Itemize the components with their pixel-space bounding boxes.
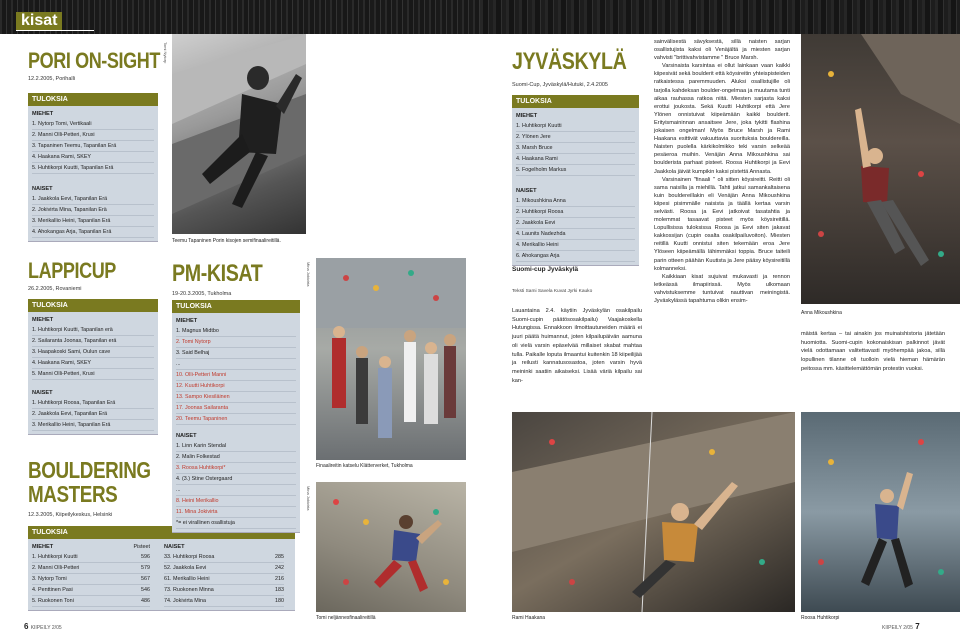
caption-teemu: Teemu Tapaninen Porin kisojen semifinaalireitillä. <box>172 238 281 244</box>
spacer <box>32 174 154 184</box>
caption-roosa: Roosa Huhtikorpi <box>801 615 840 621</box>
result-row: 1. Magnus Midtbo <box>176 326 296 337</box>
jyv-men-list <box>516 121 635 176</box>
lappi-meta: 26.2.2005, Rovaniemi <box>28 286 82 292</box>
result-row: 1. Jaakkola Eevi, Tapanilan Erä <box>32 194 154 205</box>
header-band-left <box>0 0 480 34</box>
result-row: 3. Merikallio Heini, Tapanilan Erä <box>32 420 154 431</box>
result-points: 180 <box>275 598 284 604</box>
photo-rami <box>512 412 795 612</box>
pm-women-label: NAISET <box>176 433 197 439</box>
result-points: 486 <box>141 598 150 604</box>
photo-finaali-crowd <box>316 258 466 460</box>
climber-silhouette-1 <box>172 34 306 234</box>
result-row: 5. Huhtikorpi Kuutti, Tapanilan Erä <box>32 163 154 174</box>
bould-results-box <box>28 539 295 611</box>
climber-silhouette-3 <box>801 34 960 304</box>
result-row: 13. Sampo Kiesiläinen <box>176 392 296 403</box>
result-row: 3. Said Belhaj <box>176 348 296 359</box>
result-row: 3. Tapaninen Teemu, Tapanilan Erä <box>32 141 154 152</box>
spacer <box>516 176 635 186</box>
pori-men-label: MIEHET <box>32 111 54 117</box>
footer-right <box>882 622 920 631</box>
pori-women-list <box>32 194 154 238</box>
bould-men-list <box>32 552 150 607</box>
result-row: 2. Tomi Nytorp <box>176 337 296 348</box>
result-row: 2. Jaakkola Eevi, Tapanilan Erä <box>32 409 154 420</box>
lappi-women-label: NAISET <box>32 390 53 396</box>
jyv-section <box>512 50 642 88</box>
result-row: 11. Mina Jokivirta <box>176 507 296 518</box>
section-tag-underline <box>16 30 94 31</box>
jyv-women-list <box>516 196 635 262</box>
bould-women-label: NAISET <box>164 544 185 550</box>
climber-silhouette-5 <box>801 412 960 612</box>
lappi-men-list <box>32 325 154 380</box>
magazine-name-left: KIIPEILY 2/05 <box>30 625 62 631</box>
result-row: ... <box>176 359 296 370</box>
result-row <box>164 596 284 607</box>
bould-results <box>28 526 295 611</box>
jyv-subhead: Suomi-cup Jyväskylä <box>512 266 579 273</box>
result-row: 1. Huhtikorpi Kuutti <box>516 121 635 132</box>
result-row: 6. Ahokangas Arja <box>516 251 635 262</box>
jyv-women-label: NAISET <box>516 188 537 194</box>
result-row: 12. Kuutti Huhtikorpi <box>176 381 296 392</box>
magazine-name-right: KIIPEILY 2/05 <box>882 625 913 631</box>
climber-silhouette-4 <box>512 412 795 612</box>
result-row: ... <box>176 485 296 496</box>
result-row: 8. Heini Merikallio <box>176 496 296 507</box>
result-name: 74. Jokivirta Mina <box>164 598 206 604</box>
caption-anna: Anna Mikoushkina <box>801 310 842 316</box>
result-row: 2. Sailaranta Joonas, Tapanilan erä <box>32 336 154 347</box>
bould-men-head <box>32 542 150 552</box>
result-row: 4. Launits Nadezhda <box>516 229 635 240</box>
page-number-left: 6 <box>24 622 29 631</box>
page-number-right: 7 <box>915 622 920 631</box>
result-row: 10. Olli-Petteri Manni <box>176 370 296 381</box>
result-points: 596 <box>141 554 150 560</box>
photo-roosa <box>801 412 960 612</box>
jyv-intro-text: Lauantaina 2.4. käytiin Jyväskylän osakilpailu Suomi-cupin päätösosakilpailu) Vaajakoskella Hutungissa. Ennakkoon ilmoittautuneiden määrä ei juuri päätä huimannut, joten kilpailupäivän aamuna oli vielä varsin epäselvää millaiset skabat mahtaa tulla. Paikalle loputa ilmaantui kuitenkin 18 kiipeilijää ja reilusti kannatusosastoa, joten varsin hyvä meininki saatiin aikaiseksi. Lisää väriä kilpailu sai kan- <box>512 308 642 384</box>
result-points: 567 <box>141 576 150 582</box>
pm-title: PM-KISAT <box>172 260 263 287</box>
pori-men-list <box>32 119 154 174</box>
bould-points-label: Pisteet <box>133 544 150 550</box>
result-row: 2. Ylönen Jere <box>516 132 635 143</box>
result-row <box>164 552 284 563</box>
pm-results-bar: TULOKSIA <box>172 300 300 313</box>
caption-tomi: Tomi neljännesfinaalireitillä <box>316 615 376 621</box>
lappi-title: LAPPICUP <box>28 258 116 283</box>
result-row: 1. Mikoushkina Anna <box>516 196 635 207</box>
result-name: 1. Huhtikorpi Kuutti <box>32 554 78 560</box>
climber-silhouette-2 <box>316 482 466 612</box>
result-row: 3. Haapakoski Sami, Oulun cave <box>32 347 154 358</box>
result-name: 3. Nytorp Tomi <box>32 576 67 582</box>
result-points: 242 <box>275 565 284 571</box>
right-para-2: Varsinaista karsintaa ei ollut lainkaan vaan kaikki kiipesivät sekä boulderit että köysireitin yhteispisteiden ratkaistessa paremmuuden. Aluksi osallistujille oli tarjolla kahdeksan boulder-ongelmaa ja muutama tunti aikaa rauhassa ratkoa niitä. Miesten sarjasta kaksi erottui joukosta. Sekä Kuutti Huhtikorpi että Jere Ylönen onnistuivat kiipeämään kaikki boulderit. Erityismaininnan ansaitsee Jere, joka tykitti flashina jokaisen ongelman! Myös Bruce Marsh ja Rami Haakana esittivät vakuuttavia suorituksia bouldereilla. Naisten puolella kärkikolmikko teki varsin selkeää pesäeroa muihin. Venäjän Anna Mikoushkina sai boulderista parhaat pisteet. Roosa Huhtikorpi ja Eevi Jaakkola jäivät kumpikin kaksi pistettä Annasta. <box>654 63 790 175</box>
jyv-results-bar: TULOKSIA <box>512 95 639 108</box>
jyv-meta: Suomi-Cup, Jyväskylä/Hutuki, 2.4.2005 <box>512 82 608 88</box>
photo-anna <box>801 34 960 304</box>
bould-women-col <box>164 542 284 607</box>
bould-women-list <box>164 552 284 607</box>
pori-results-bar: TULOKSIA <box>28 93 158 106</box>
pm-results <box>172 300 300 533</box>
lappi-results-bar: TULOKSIA <box>28 299 158 312</box>
result-row: 4. Haakana Rami, SKEY <box>32 152 154 163</box>
pm-men-label: MIEHET <box>176 318 198 324</box>
result-points: 546 <box>141 587 150 593</box>
result-row: 5. Fogelholm Markus <box>516 165 635 176</box>
bould-men-col <box>32 542 150 607</box>
pm-results-box <box>172 313 300 533</box>
result-row: 4. Haakana Rami, SKEY <box>32 358 154 369</box>
result-row: 2. Huhtikorpi Roosa <box>516 207 635 218</box>
lappi-men-label: MIEHET <box>32 317 54 323</box>
result-name: 2. Manni Olli-Petteri <box>32 565 80 571</box>
spacer <box>32 380 154 388</box>
result-row: *= ei virallinen osallistuja <box>176 518 296 529</box>
photo-teemu-climbing <box>172 34 306 234</box>
pori-women-label: NAISET <box>32 186 53 192</box>
result-row: 17. Joonas Sailaranta <box>176 403 296 414</box>
result-row: 2. Jokivirta Mina, Tapanilan Erä <box>32 205 154 216</box>
result-row <box>164 563 284 574</box>
result-row: 2. Malin Folkestad <box>176 452 296 463</box>
pori-section <box>28 50 158 82</box>
result-row: 3. Marsh Bruce <box>516 143 635 154</box>
result-row: 1. Huhtikorpi Kuutti, Tapanilan erä <box>32 325 154 336</box>
bould-men-label: MIEHET <box>32 544 54 550</box>
result-points: 579 <box>141 565 150 571</box>
crowd-illustration <box>316 258 466 460</box>
lappi-women-list <box>32 398 154 431</box>
result-row: 1. Huhtikorpi Roosa, Tapanilan Erä <box>32 398 154 409</box>
result-name: 61. Merikallio Heini <box>164 576 210 582</box>
jyv-byline: Teksti Sami Savela Kuvat Jyrki Kauko <box>512 289 593 294</box>
result-name: 4. Penttinen Pasi <box>32 587 73 593</box>
result-row: 4. Haakana Rami <box>516 154 635 165</box>
lappi-section <box>28 260 158 292</box>
right-body-text <box>654 38 790 305</box>
result-name: 33. Huhtikorpi Roosa <box>164 554 215 560</box>
result-row: 4. Ahokangas Arja, Tapanilan Erä <box>32 227 154 238</box>
bould-meta: 12.3.2005, Kiipeilykeskus, Helsinki <box>28 512 113 518</box>
lappi-results-box <box>28 312 158 435</box>
result-points: 285 <box>275 554 284 560</box>
pm-men-list <box>176 326 296 425</box>
footer-left <box>24 622 62 631</box>
result-points: 183 <box>275 587 284 593</box>
pori-results <box>28 93 158 242</box>
caption-rami: Rami Haakana <box>512 615 546 621</box>
result-row <box>32 563 150 574</box>
right-para-3: Varsinainen "finaali " oli sitten köysireitti. Reitti oli sama naisilla ja miehillä. Tahti jatkui samankaltaisena kuin bouldereillakin eli Venäjän Anna Mikoushkina kiipesi pisimmälle naisista ja täällä kertaa varsin selvästi. Roosa ja Eevi jatkoivat tasatahtia ja molemmat tasaavat pisteet myös köysireitillä. Lopullisissa tuloksissa Roosa ja Eevi siten jakavat kakkossijan (cupin osalta osakilpailuvoiton). Miesten reitillä Kuutti onnistui siten tekemään eroa Jere Ylöseen kiipeämällä lähimmäksi toppia. Bruce taiteili parin otteen päähän Kuutista ja Jere pääsy köysireitillä kolmanneksi. <box>654 176 790 272</box>
result-points: 216 <box>275 576 284 582</box>
jyv-men-label: MIEHET <box>516 113 538 119</box>
result-row <box>32 574 150 585</box>
result-row: 5. Manni Olli-Petteri, Kruxi <box>32 369 154 380</box>
right-para-5: mäistä kertaa – tai ainakin jos muinaishistoria jätetään huomiotta. Suomi-cupin kokonaiskisan palkinnot jävät vielä odottamaan valitettavasti myöhempää jakoa, sillä lopullinen tilanne oli tuolloin vielä hieman hämärän peitossa mm. käsittelemättömän protestin vuoksi. <box>801 331 945 372</box>
pm-meta: 19-20.3.2005, Tukholma <box>172 291 232 297</box>
caption-finaali: Finaalireitin katselu Klätterverket, Tukholma <box>316 463 413 469</box>
bould-results-bar: TULOKSIA <box>28 526 295 539</box>
result-row: 1. Nytorp Tomi, Vertikaali <box>32 119 154 130</box>
header-band-right <box>480 0 960 34</box>
right-para-1: sainvälisestä sävyksestä, sillä naisten sarjan osallistujista kaksi oli Venäjältä ja miesten sarjan vahvisti "brittivahvistamme " Bruce Marsh. <box>654 39 790 62</box>
jyv-title: JYVÄSKYLÄ <box>512 48 627 75</box>
jyv-results-box <box>512 108 639 266</box>
result-row: 3. Roosa Huhtikorpi* <box>176 463 296 474</box>
pori-results-box <box>28 106 158 242</box>
result-row <box>32 596 150 607</box>
result-row: 2. Jaakkola Eevi <box>516 218 635 229</box>
result-name: 73. Ruokonen Minna <box>164 587 214 593</box>
result-row <box>32 585 150 596</box>
result-row: 3. Merikallio Heini, Tapanilan Erä <box>32 216 154 227</box>
pm-women-list <box>176 441 296 529</box>
result-row: 4. Merikallio Heini <box>516 240 635 251</box>
jyv-results <box>512 95 639 266</box>
result-row <box>164 585 284 596</box>
pori-meta: 12.2.2005, Porihalli <box>28 76 76 82</box>
lappi-results <box>28 299 158 435</box>
result-row <box>32 552 150 563</box>
result-name: 5. Ruokonen Toni <box>32 598 74 604</box>
section-tag: kisat <box>16 12 62 30</box>
pm-section <box>172 262 300 297</box>
result-row: 1. Linn Karin Stendal <box>176 441 296 452</box>
pori-title: PORI ON-SIGHT <box>28 48 160 73</box>
result-row: 4. (3.) Stine Ostergaard <box>176 474 296 485</box>
result-name: 52. Jaakkola Eevi <box>164 565 207 571</box>
result-row: 2. Manni Olli-Petteri, Kruxi <box>32 130 154 141</box>
photo-credit-3: Mina Jokivirta <box>306 486 311 511</box>
result-row: 20. Teemu Tapaninen <box>176 414 296 425</box>
photo-credit-1: Tomi Nytorp <box>163 42 168 64</box>
photo-credit-2: Mina Jokivirta <box>306 262 311 287</box>
result-row <box>164 574 284 585</box>
bould-title-b: MASTERS <box>28 481 118 507</box>
bould-title-a: BOULDERING <box>28 457 151 483</box>
right-para-4: Kaikkiaan kisat sujuivat mukavasti ja rennon letkeässä ilmapiirissä. Myös ulkomaan vahvistuksemme tuntuivat nauttivan meiningistä. Jyväskylässä tapahtuma olikin ensim- <box>654 273 790 304</box>
photo-tomi-quarterfinal <box>316 482 466 612</box>
bould-section <box>28 458 168 518</box>
